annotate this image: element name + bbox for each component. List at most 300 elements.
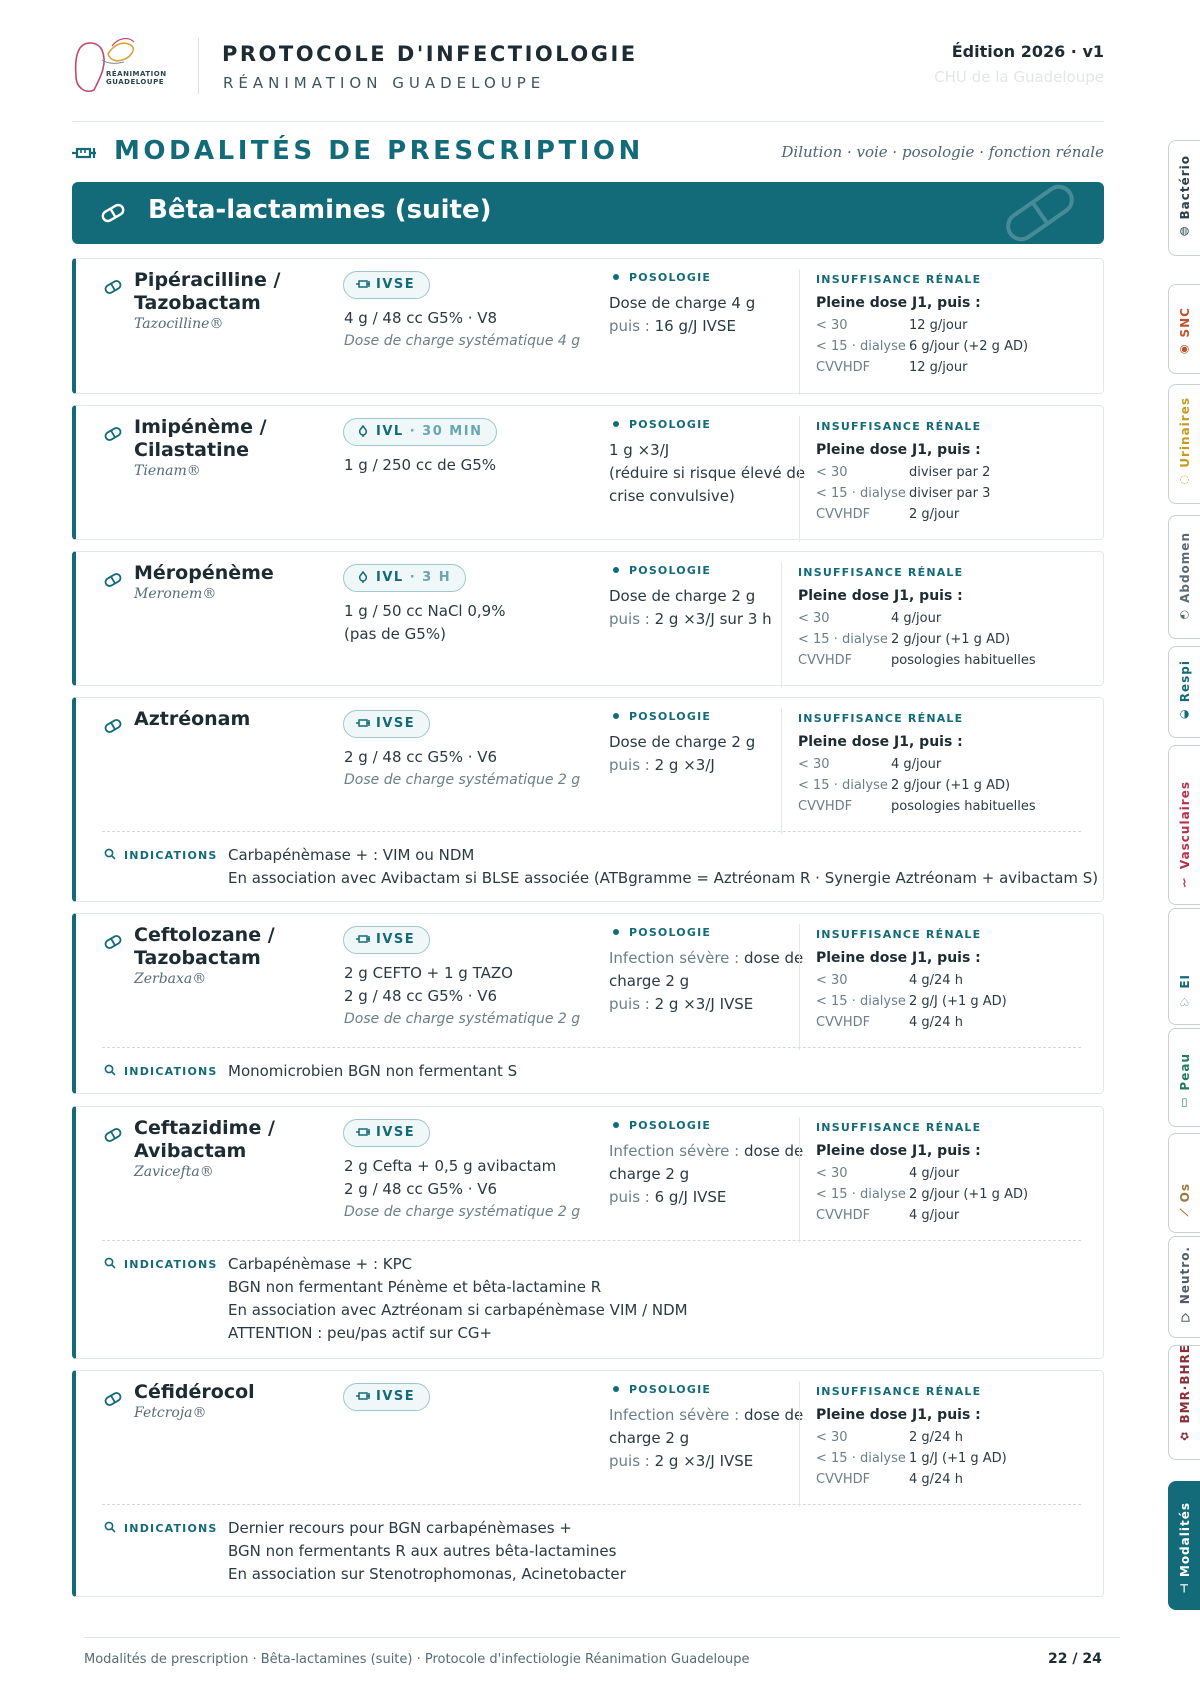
syringe-icon — [72, 143, 96, 163]
tab-label-wrap — [1176, 307, 1194, 365]
tab-label-wrap — [1176, 532, 1194, 630]
tab-label: SNC — [1178, 307, 1192, 338]
banner-title: Bêta-lactamines (suite) — [148, 195, 492, 225]
dilution-line: 2 g / 48 cc G5% · V6 — [344, 748, 498, 766]
posologie-line — [609, 993, 809, 1016]
indication-line: En association avec Avibactam si BLSE associée (ATBgramme = Aztréonam R · Synergie Aztréonam + avibactam S) — [228, 869, 1099, 887]
drug-name-line: Avibactam — [134, 1140, 247, 1162]
tab-label: Modalités — [1178, 1501, 1192, 1577]
posologie-value: dose de — [744, 1142, 804, 1160]
posologie-prefix: puis : — [609, 1452, 655, 1470]
posologie-block — [609, 1119, 809, 1209]
class-banner — [72, 182, 1104, 244]
pill-icon — [104, 1392, 122, 1406]
route-badge — [343, 418, 497, 446]
renal-row — [798, 775, 1017, 796]
renal-row — [816, 1448, 1035, 1469]
renal-insufficiency-block — [781, 708, 1036, 834]
tab-label-wrap — [1176, 1183, 1194, 1224]
search-icon — [104, 1521, 116, 1533]
tab-label: Os — [1178, 1182, 1192, 1203]
renal-row — [798, 608, 1017, 629]
tab-label: Abdomen — [1178, 531, 1192, 603]
tab-urinaires[interactable] — [1168, 384, 1200, 504]
route-badge — [343, 564, 466, 592]
tab-label-wrap — [1176, 781, 1194, 896]
renal-threshold: CVVHDF — [816, 1208, 871, 1223]
posologie-prefix: puis : — [609, 317, 655, 335]
renal-lead: Pleine dose J1, puis : — [816, 1407, 981, 1423]
posologie-prefix: puis : — [609, 610, 655, 628]
route-badge — [343, 926, 430, 954]
posologie-prefix: puis : — [609, 1188, 655, 1206]
renal-threshold: < 15 · dialyse — [816, 1187, 906, 1202]
posologie-line — [609, 947, 809, 970]
renal-dose: 12 g/jour — [909, 360, 968, 375]
route-duration: · 3 H — [409, 570, 452, 585]
renal-dose: 4 g/jour — [909, 1166, 960, 1181]
syringe-icon — [356, 1126, 370, 1138]
drug-card — [72, 551, 1104, 686]
renal-row — [816, 336, 1035, 357]
loading-dose-note: Dose de charge systématique 4 g — [344, 333, 581, 349]
route-label: IVL — [376, 424, 404, 439]
indication-line: Monomicrobien BGN non fermentant S — [228, 1062, 518, 1080]
footer-rule — [84, 1637, 1120, 1638]
posologie-label: POSOLOGIE — [629, 926, 712, 939]
drug-name — [134, 1117, 319, 1181]
infusion-drip-icon — [356, 571, 370, 583]
renal-row — [816, 1012, 1035, 1033]
dilution-line: 2 g / 48 cc G5% · V6 — [344, 987, 498, 1005]
posologie-value: charge 2 g — [609, 1429, 690, 1447]
shield-icon: ⛉ — [1178, 1309, 1191, 1321]
renal-dose: diviser par 3 — [909, 486, 991, 501]
drug-card — [72, 1370, 1104, 1597]
renal-dose: 4 g/24 h — [909, 1472, 963, 1487]
route-badge — [343, 271, 430, 299]
stomach-icon: ◔ — [1178, 608, 1191, 622]
renal-row — [816, 991, 1035, 1012]
renal-row — [816, 483, 1035, 504]
posologie-block — [609, 564, 809, 631]
tab-peau[interactable] — [1168, 1028, 1200, 1127]
renal-threshold: CVVHDF — [798, 653, 853, 668]
renal-dose: 6 g/jour (+2 g AD) — [909, 339, 1029, 354]
renal-row — [816, 462, 1035, 483]
posologie-line — [609, 485, 809, 508]
posologie-prefix: puis : — [609, 756, 655, 774]
tab-abdomen[interactable] — [1168, 515, 1200, 639]
drug-name-line: Ceftolozane / — [134, 924, 275, 946]
renal-dose: 2 g/jour — [909, 507, 960, 522]
posologie-line — [609, 292, 809, 315]
skin-icon: ▯ — [1178, 1096, 1191, 1110]
renal-row — [816, 1163, 1035, 1184]
tab-label-wrap — [1176, 974, 1194, 1016]
renal-dose: 2 g/J (+1 g AD) — [909, 994, 1007, 1009]
tab-ei[interactable] — [1168, 908, 1200, 1025]
posologie-value: dose de — [744, 1406, 804, 1424]
pill-icon — [104, 1128, 122, 1142]
indications-divider — [102, 1504, 1081, 1505]
renal-row — [816, 504, 1035, 525]
bullet-dot — [613, 1386, 619, 1392]
route-label: IVSE — [376, 1125, 416, 1140]
posologie-line — [609, 1404, 809, 1427]
tab-label-wrap — [1176, 1246, 1194, 1329]
brain-icon: ◉ — [1178, 343, 1191, 357]
search-icon — [104, 1064, 116, 1076]
posologie-value: Dose de charge 2 g — [609, 733, 756, 751]
posologie-label: POSOLOGIE — [629, 564, 712, 577]
indications-divider — [102, 1240, 1081, 1241]
indication-line: BGN non fermentants R aux autres bêta-lactamines — [228, 1542, 617, 1560]
drug-card — [72, 258, 1104, 394]
renal-dose: diviser par 2 — [909, 465, 991, 480]
renal-dose: 4 g/24 h — [909, 1015, 963, 1030]
syringe-icon — [356, 1390, 370, 1402]
indication-line: Carbapénèmase + : KPC — [228, 1255, 413, 1273]
document-subtitle: RÉANIMATION GUADELOUPE — [223, 74, 546, 92]
tab-bmr-bhre[interactable] — [1168, 1345, 1200, 1460]
page-number: 22 / 24 — [1048, 1651, 1102, 1667]
renal-row — [816, 1427, 1035, 1448]
syringe-icon — [356, 278, 370, 290]
drug-card — [72, 405, 1104, 540]
tab-label: Urinaires — [1178, 397, 1192, 468]
drug-name — [134, 708, 319, 731]
dilution-line: 1 g / 250 cc de G5% — [344, 456, 497, 474]
renal-threshold: < 15 · dialyse — [816, 339, 906, 354]
posologie-prefix: puis : — [609, 995, 655, 1013]
renal-threshold: < 30 — [816, 1166, 848, 1181]
renal-insufficiency-block — [799, 416, 1035, 542]
drug-name — [134, 562, 319, 603]
renal-dose: 4 g/jour — [891, 757, 942, 772]
footer-text: Modalités de prescription · Bêta-lactamines (suite) · Protocole d'infectiologie Réanimation Guadeloupe — [84, 1652, 750, 1667]
pulse-icon: ⌇ — [1178, 874, 1191, 888]
dilution-line: 4 g / 48 cc G5% · V8 — [344, 309, 498, 327]
renal-dose: posologies habituelles — [891, 653, 1036, 668]
renal-threshold: CVVHDF — [816, 360, 871, 375]
renal-row — [816, 970, 1035, 991]
drug-name-line: Tazobactam — [134, 292, 261, 314]
brand-name: Meronem® — [134, 586, 217, 602]
drop-icon: ◌ — [1178, 473, 1191, 487]
pill-icon — [104, 719, 122, 733]
renal-dose: 2 g/jour (+1 g AD) — [891, 778, 1011, 793]
syringe-icon — [356, 717, 370, 729]
drug-name-line: Cilastatine — [134, 439, 250, 461]
renal-heading: INSUFFISANCE RÉNALE — [816, 1385, 982, 1398]
drug-name-line: Ceftazidime / — [134, 1117, 275, 1139]
indications-lines — [228, 1253, 1028, 1345]
posologie-line — [609, 1163, 809, 1186]
header-divider — [198, 38, 199, 94]
posologie-value: (réduire si risque élevé de — [609, 464, 806, 482]
tab-label: EI — [1178, 974, 1192, 989]
brand-name: Zavicefta® — [134, 1164, 214, 1180]
renal-insufficiency-block — [799, 269, 1035, 395]
drug-name — [134, 924, 319, 988]
indications-lines — [228, 1060, 1028, 1083]
tab-label: Neutro. — [1178, 1245, 1192, 1304]
document-title: PROTOCOLE D'INFECTIOLOGIE — [222, 42, 638, 66]
renal-threshold: < 30 — [798, 611, 830, 626]
posologie-line — [609, 1427, 809, 1450]
drug-name-line: Tazobactam — [134, 947, 261, 969]
renal-row — [816, 1184, 1035, 1205]
pill-icon — [104, 427, 122, 441]
bone-icon: ⟋ — [1178, 1207, 1191, 1216]
search-icon — [104, 848, 116, 860]
tab-bact-rio[interactable] — [1168, 140, 1200, 256]
logo-text: RÉANIMATION GUADELOUPE — [106, 70, 167, 86]
tab-label-wrap — [1176, 660, 1194, 729]
tab-os[interactable] — [1168, 1133, 1200, 1233]
renal-row — [816, 315, 1035, 336]
posologie-prefix: Infection sévère : — [609, 1142, 744, 1160]
posologie-value: 2 g ×3/J IVSE — [654, 995, 754, 1013]
bacteria-icon: ◍ — [1178, 225, 1191, 239]
renal-lead: Pleine dose J1, puis : — [816, 442, 981, 458]
renal-heading: INSUFFISANCE RÉNALE — [798, 566, 964, 579]
posologie-value: dose de — [744, 949, 804, 967]
syringe-icon: ⊣ — [1178, 1581, 1191, 1593]
posologie-heading — [609, 418, 809, 431]
dilution-block — [344, 307, 584, 353]
loading-dose-note: Dose de charge systématique 2 g — [344, 1011, 581, 1027]
route-badge — [343, 1383, 430, 1411]
posologie-value: 2 g ×3/J sur 3 h — [654, 610, 772, 628]
posologie-block — [609, 418, 809, 508]
brand-name: Tazocilline® — [134, 316, 224, 332]
indications-heading — [104, 1521, 218, 1535]
posologie-value: charge 2 g — [609, 972, 690, 990]
route-label: IVSE — [376, 277, 416, 292]
posologie-value: crise convulsive) — [609, 487, 735, 505]
indications-heading — [104, 1064, 218, 1078]
renal-lead: Pleine dose J1, puis : — [798, 734, 963, 750]
loading-dose-note: Dose de charge systématique 2 g — [344, 1204, 581, 1220]
bullet-dot — [613, 421, 619, 427]
posologie-line — [609, 439, 809, 462]
indications-heading — [104, 848, 218, 862]
posologie-line — [609, 754, 809, 777]
tab-snc[interactable] — [1168, 284, 1200, 374]
dilution-block — [344, 1155, 584, 1224]
drug-name — [134, 1381, 319, 1422]
route-label: IVSE — [376, 716, 416, 731]
pill-watermark-icon — [998, 184, 1082, 242]
renal-threshold: < 30 — [816, 973, 848, 988]
tab-neutro[interactable] — [1168, 1236, 1200, 1338]
indication-line: En association avec Aztréonam si carbapénèmase VIM / NDM — [228, 1301, 688, 1319]
posologie-heading — [609, 710, 809, 723]
dilution-block — [344, 600, 584, 646]
renal-row — [798, 796, 1036, 817]
tab-label: Bactério — [1178, 155, 1192, 220]
renal-threshold: < 15 · dialyse — [798, 778, 888, 793]
dilution-line: 2 g CEFTO + 1 g TAZO — [344, 964, 513, 982]
renal-row — [798, 629, 1017, 650]
renal-threshold: < 15 · dialyse — [816, 994, 906, 1009]
posologie-value: 1 g ×3/J — [609, 441, 670, 459]
drug-card — [72, 1106, 1104, 1359]
indications-lines — [228, 844, 1099, 890]
renal-heading: INSUFFISANCE RÉNALE — [798, 712, 964, 725]
bullet-dot — [613, 713, 619, 719]
dilution-line: 2 g Cefta + 0,5 g avibactam — [344, 1157, 557, 1175]
posologie-heading — [609, 926, 809, 939]
tab-label-wrap — [1176, 1502, 1194, 1601]
renal-lead: Pleine dose J1, puis : — [816, 1143, 981, 1159]
search-icon — [104, 1257, 116, 1269]
renal-dose: 2 g/jour (+1 g AD) — [909, 1187, 1029, 1202]
tab-label-wrap — [1176, 397, 1194, 495]
posologie-value: Dose de charge 4 g — [609, 294, 756, 312]
bullet-dot — [613, 1122, 619, 1128]
posologie-prefix: Infection sévère : — [609, 949, 744, 967]
renal-lead: Pleine dose J1, puis : — [816, 295, 981, 311]
posologie-block — [609, 926, 809, 1016]
lungs-icon: ◐ — [1178, 707, 1191, 721]
pill-icon — [104, 935, 122, 949]
tab-label: Peau — [1178, 1053, 1192, 1091]
section-tabs — [1168, 140, 1200, 1600]
tab-modalit-s[interactable] — [1168, 1481, 1200, 1610]
renal-dose: 4 g/jour — [891, 611, 942, 626]
posologie-value: Dose de charge 2 g — [609, 587, 756, 605]
posologie-line — [609, 1140, 809, 1163]
tab-label-wrap — [1176, 1053, 1194, 1118]
tab-label: BMR·BHRE — [1178, 1344, 1192, 1424]
tab-label-wrap — [1176, 1344, 1194, 1451]
edition-label: Édition 2026 · v1 — [951, 42, 1104, 61]
renal-dose: 12 g/jour — [909, 318, 968, 333]
route-duration: · 30 MIN — [409, 424, 483, 439]
dilution-line: (pas de G5%) — [344, 625, 446, 643]
posologie-heading — [609, 1383, 809, 1396]
renal-row — [798, 650, 1036, 671]
posologie-block — [609, 710, 809, 777]
posologie-label: POSOLOGIE — [629, 710, 712, 723]
organization-label: CHU de la Guadeloupe — [934, 68, 1104, 86]
renal-row — [816, 357, 1035, 378]
tab-label-wrap — [1176, 155, 1194, 247]
section-title: MODALITÉS DE PRESCRIPTION — [114, 136, 644, 166]
section-heading — [72, 134, 1104, 172]
dilution-block — [344, 746, 584, 792]
drug-name-line: Pipéracilline / — [134, 269, 281, 291]
renal-threshold: CVVHDF — [816, 1472, 871, 1487]
renal-insufficiency-block — [781, 562, 1036, 688]
indication-line: Dernier recours pour BGN carbapénèmases + — [228, 1519, 572, 1537]
renal-lead: Pleine dose J1, puis : — [816, 950, 981, 966]
renal-threshold: CVVHDF — [816, 1015, 871, 1030]
posologie-value: 2 g ×3/J — [654, 756, 715, 774]
posologie-value: 2 g ×3/J IVSE — [654, 1452, 754, 1470]
section-note: Dilution · voie · posologie · fonction rénale — [781, 143, 1104, 161]
tab-label: Respi — [1178, 659, 1192, 702]
route-label: IVSE — [376, 1389, 416, 1404]
posologie-prefix: Infection sévère : — [609, 1406, 744, 1424]
posologie-line — [609, 315, 809, 338]
drug-card — [72, 697, 1104, 902]
brand-name: Fetcroja® — [134, 1405, 207, 1421]
posologie-line — [609, 970, 809, 993]
renal-threshold: < 15 · dialyse — [816, 486, 906, 501]
renal-threshold: < 30 — [798, 757, 830, 772]
renal-lead: Pleine dose J1, puis : — [798, 588, 963, 604]
renal-heading: INSUFFISANCE RÉNALE — [816, 273, 982, 286]
posologie-label: POSOLOGIE — [629, 1119, 712, 1132]
brand-name: Tienam® — [134, 463, 201, 479]
renal-dose: 2 g/24 h — [909, 1430, 963, 1445]
indications-divider — [102, 831, 1081, 832]
posologie-value: 16 g/J IVSE — [654, 317, 736, 335]
renal-threshold: < 15 · dialyse — [798, 632, 888, 647]
tab-vasculaires[interactable] — [1168, 745, 1200, 905]
drug-name-line: Méropénème — [134, 562, 274, 584]
drug-name-line: Aztréonam — [134, 708, 251, 730]
posologie-label: POSOLOGIE — [629, 418, 712, 431]
drug-name — [134, 269, 319, 333]
dilution-block — [344, 962, 584, 1031]
posologie-heading — [609, 564, 809, 577]
indications-label: INDICATIONS — [124, 1258, 218, 1271]
indications-label: INDICATIONS — [124, 1522, 218, 1535]
drug-name — [134, 416, 319, 480]
renal-heading: INSUFFISANCE RÉNALE — [816, 1121, 982, 1134]
pill-icon — [100, 202, 126, 224]
page-header — [72, 30, 1104, 120]
renal-dose: 2 g/jour (+1 g AD) — [891, 632, 1011, 647]
renal-dose: 1 g/J (+1 g AD) — [909, 1451, 1007, 1466]
indication-line: En association sur Stenotrophomonas, Acinetobacter — [228, 1565, 626, 1583]
tab-respi[interactable] — [1168, 646, 1200, 738]
posologie-heading — [609, 1119, 809, 1132]
route-label: IVSE — [376, 932, 416, 947]
drug-name-line: Céfidérocol — [134, 1381, 255, 1403]
renal-dose: posologies habituelles — [891, 799, 1036, 814]
renal-heading: INSUFFISANCE RÉNALE — [816, 420, 982, 433]
renal-dose: 4 g/24 h — [909, 973, 963, 988]
drug-card — [72, 913, 1104, 1094]
route-badge — [343, 710, 430, 738]
indication-line: BGN non fermentant Pénème et bêta-lactamine R — [228, 1278, 602, 1296]
reanimation-guadeloupe-logo — [72, 34, 172, 96]
posologie-line — [609, 585, 809, 608]
renal-threshold: < 30 — [816, 318, 848, 333]
posologie-line — [609, 608, 809, 631]
brand-name: Zerbaxa® — [134, 971, 207, 987]
infusion-drip-icon — [356, 425, 370, 437]
posologie-line — [609, 1186, 809, 1209]
pill-icon — [104, 280, 122, 294]
posologie-block — [609, 271, 809, 338]
indications-label: INDICATIONS — [124, 849, 218, 862]
indication-line: Carbapénèmase + : VIM ou NDM — [228, 846, 475, 864]
posologie-label: POSOLOGIE — [629, 271, 712, 284]
tab-label: Vasculaires — [1178, 780, 1192, 869]
renal-threshold: < 30 — [816, 465, 848, 480]
renal-heading: INSUFFISANCE RÉNALE — [816, 928, 982, 941]
syringe-icon — [356, 933, 370, 945]
indications-divider — [102, 1047, 1081, 1048]
indication-line: ATTENTION : peu/pas actif sur CG+ — [228, 1324, 493, 1342]
